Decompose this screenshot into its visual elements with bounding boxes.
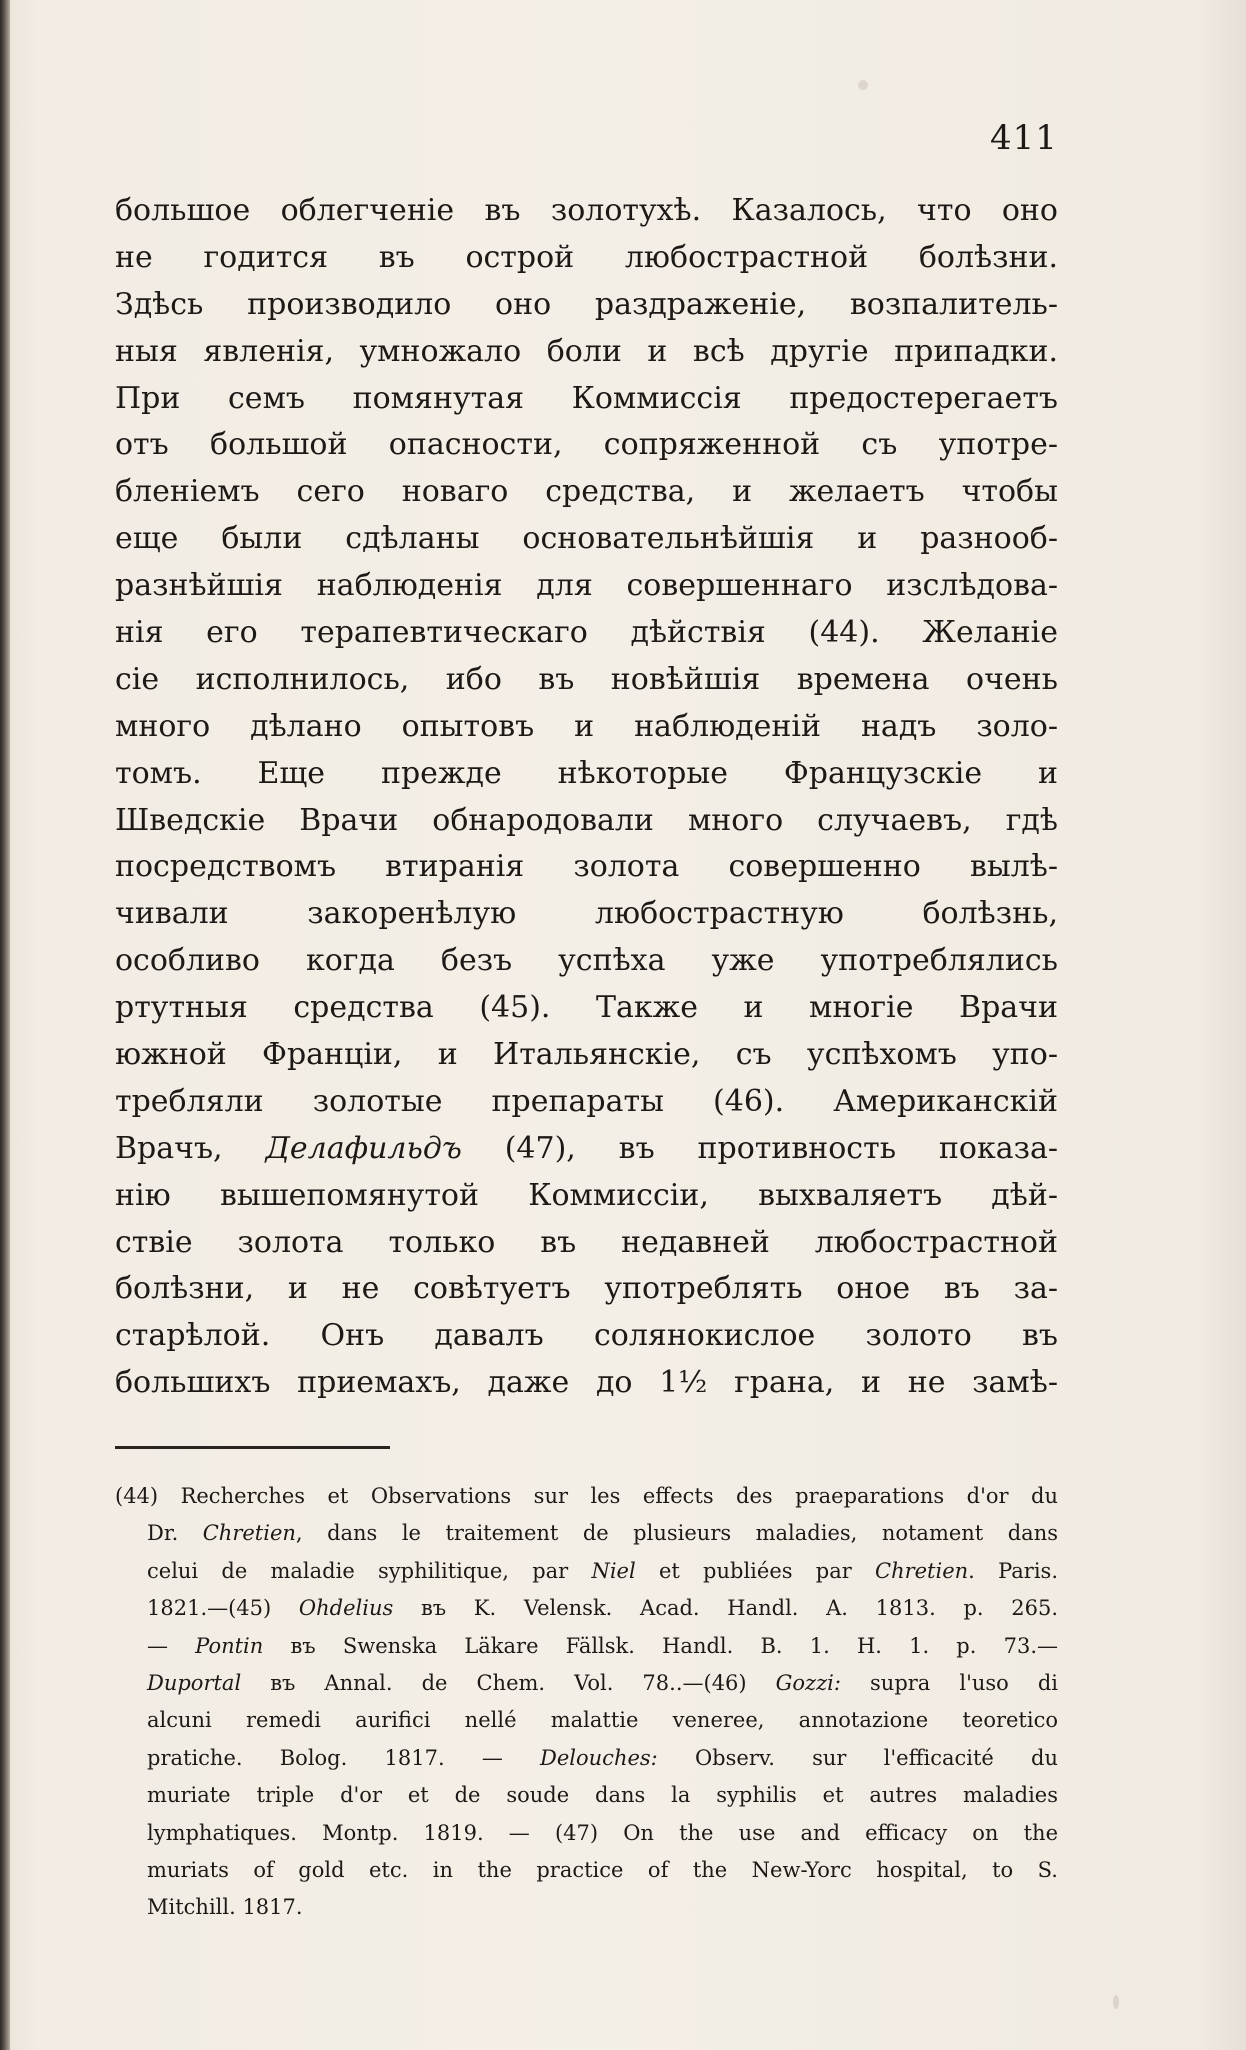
note-segment: 1821.—(45) bbox=[147, 1596, 299, 1621]
text-line: большое облегченіе въ золотухѣ. Казалось, что оно bbox=[115, 193, 1058, 228]
note-author: Pontin bbox=[195, 1633, 264, 1658]
note-author: Chretien bbox=[875, 1558, 969, 1583]
note-author: Chretien bbox=[202, 1521, 296, 1546]
note-author: Gozzi: bbox=[775, 1670, 841, 1695]
text-line: отъ большой опасности, сопряженной съ употре- bbox=[115, 427, 1058, 463]
note-segment: . Paris. bbox=[968, 1558, 1058, 1583]
text-line: ныя явленія, умножало боли и всѣ другіе припадки. bbox=[115, 333, 1058, 369]
text-line: Шведскіе Врачи обнародовали много случаевъ, гдѣ bbox=[115, 802, 1058, 838]
footnote-line bbox=[115, 1740, 1058, 1777]
author-name: Делафильдъ bbox=[265, 1130, 462, 1166]
note-segment: pratiche. Bolog. 1817. — bbox=[147, 1745, 541, 1770]
text-line: нію вышепомянутой Коммиссіи, выхваляетъ дѣй- bbox=[115, 1177, 1058, 1213]
text-line: нія его терапевтическаго дѣйствія (44). Желаніе bbox=[115, 615, 1058, 651]
text-line: болѣзни, и не совѣтуетъ употреблять оное въ за- bbox=[115, 1271, 1058, 1307]
note-author: Delouches: bbox=[540, 1745, 658, 1770]
note-segment: Dr. bbox=[147, 1521, 203, 1546]
text-segment: Врачъ, bbox=[115, 1130, 266, 1166]
text-line: много дѣлано опытовъ и наблюденій надъ золо- bbox=[115, 708, 1058, 744]
footnote-line: (44) Recherches et Observations sur les effects des praeparations d'or du bbox=[115, 1484, 1058, 1508]
note-segment: въ Annal. de Chem. Vol. 78..—(46) bbox=[241, 1670, 776, 1695]
note-segment: et publiées par bbox=[635, 1558, 875, 1583]
text-line: чивали закоренѣлую любострастную болѣзнь, bbox=[115, 896, 1058, 932]
note-segment: Observ. sur l'efficacité du bbox=[657, 1745, 1058, 1770]
footnote-line: Mitchill. 1817. bbox=[147, 1895, 303, 1920]
note-segment: въ K. Velensk. Acad. Handl. A. 1813. p. 265. bbox=[393, 1596, 1058, 1621]
footnote-line: lymphatiques. Montp. 1819. — (47) On the use and efficacy on the bbox=[147, 1820, 1058, 1845]
text-line: сіе исполнилось, ибо въ новѣйшія времена очень bbox=[115, 661, 1058, 697]
paper-spot bbox=[858, 80, 868, 90]
text-line: При семъ помянутая Коммиссія предостерегаетъ bbox=[115, 380, 1058, 416]
text-line: бленіемъ сего новаго средства, и желаетъ чтобы bbox=[115, 474, 1058, 510]
footnotes bbox=[115, 1478, 1058, 1927]
footnote-line bbox=[115, 1553, 1058, 1590]
footnote-rule bbox=[115, 1446, 390, 1449]
text-line: большихъ приемахъ, даже до 1½ грана, и не замѣ- bbox=[115, 1365, 1058, 1401]
note-segment: въ Swenska Läkare Fällsk. Handl. B. 1. H. 1. p. 73.— bbox=[263, 1633, 1058, 1658]
note-author: Niel bbox=[591, 1558, 636, 1583]
footnote-line: muriats of gold etc. in the practice of the New-Yorc hospital, to S. bbox=[147, 1857, 1058, 1882]
binding-edge bbox=[0, 0, 10, 2050]
footnote-line bbox=[115, 1515, 1058, 1552]
footnote-line bbox=[115, 1665, 1058, 1702]
note-author: Duportal bbox=[147, 1670, 242, 1695]
text-line: особливо когда безъ успѣха уже употреблялись bbox=[115, 943, 1058, 979]
text-segment: (47), въ противность показа- bbox=[461, 1130, 1058, 1166]
text-line: разнѣйшія наблюденія для совершеннаго изслѣдова- bbox=[115, 568, 1058, 604]
text-line: еще были сдѣланы основательнѣйшія и разнооб- bbox=[115, 521, 1058, 557]
footnote-line: alcuni remedi aurifici nellé malattie veneree, annotazione teoretico bbox=[147, 1708, 1058, 1733]
note-segment: supra l'uso di bbox=[840, 1670, 1058, 1695]
text-line: посредствомъ втиранія золота совершенно вылѣ- bbox=[115, 849, 1058, 885]
text-line: ртутныя средства (45). Также и многіе Врачи bbox=[115, 990, 1058, 1026]
footnote-line bbox=[115, 1590, 1058, 1627]
note-segment: , dans le traitement de plusieurs maladies, notament dans bbox=[295, 1521, 1058, 1546]
text-line: ствіе золота только въ недавней любострастной bbox=[115, 1224, 1058, 1260]
footnote-line: muriate triple d'or et de soude dans la syphilis et autres maladies bbox=[147, 1783, 1058, 1808]
text-line: Здѣсь производило оно раздраженіе, возпалитель- bbox=[115, 286, 1058, 322]
body-text bbox=[115, 188, 1058, 1407]
text-line: томъ. Еще прежде нѣкоторые Французскіе и bbox=[115, 755, 1058, 791]
text-line: требляли золотые препараты (46). Американскій bbox=[115, 1083, 1058, 1119]
text-line bbox=[115, 1126, 1058, 1173]
note-author: Ohdelius bbox=[298, 1596, 394, 1621]
text-line: южной Франціи, и Итальянскіе, съ успѣхомъ упо- bbox=[115, 1037, 1058, 1073]
text-line: старѣлой. Онъ давалъ солянокислое золото въ bbox=[115, 1318, 1058, 1354]
text-line: не годится въ острой любострастной болѣзни. bbox=[115, 239, 1058, 275]
footnote-line bbox=[115, 1628, 1058, 1665]
page-number: 411 bbox=[990, 118, 1058, 158]
note-segment: — bbox=[147, 1633, 196, 1658]
note-segment: celui de maladie syphilitique, par bbox=[147, 1558, 592, 1583]
paper-spot bbox=[1113, 1995, 1119, 2009]
